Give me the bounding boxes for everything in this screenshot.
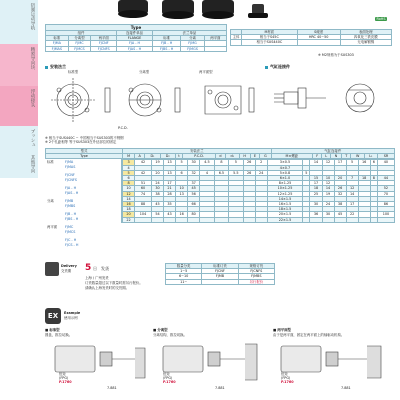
spec-cell: 5 — [176, 160, 188, 165]
example-label-d: 7.881 — [107, 386, 117, 390]
spec-type-code[interactable]: FJC - H — [65, 238, 77, 243]
delivery-label: Delivery — [61, 264, 77, 268]
material-cell: 相当于SUS440C — [242, 40, 298, 45]
spec-group-header: 型式 — [46, 149, 123, 154]
spec-col-header: N — [331, 154, 342, 159]
spec-type-code[interactable]: FJCNF — [65, 173, 75, 178]
spec-cell: 86 — [377, 202, 394, 207]
spec-col-header: M — [123, 154, 135, 159]
spec-cell: 56 — [188, 191, 200, 196]
spec-cell: 6 — [176, 170, 188, 175]
type-table-subheader: 分离型 — [68, 36, 91, 41]
example-badge — [45, 308, 61, 324]
type-code[interactable]: FJCNF — [91, 41, 117, 46]
spec-cell: 18 — [310, 186, 322, 191]
spec-cell: 17 — [346, 202, 358, 207]
example-label-a: 扭矩 — [163, 372, 170, 376]
spec-cell: 18 — [123, 207, 135, 212]
material-cell: 相当于S45C — [242, 35, 298, 40]
type-code[interactable]: FJB - H — [152, 41, 181, 46]
spec-cell — [358, 217, 370, 222]
spec-cell: 24 — [255, 170, 267, 175]
spec-cell: 30 — [310, 202, 322, 207]
product-photo-twoflat — [202, 0, 234, 19]
spec-cell: 4×0.7 — [267, 165, 303, 170]
qty-cell: FJMB — [202, 274, 238, 279]
spec-cell: 24 — [322, 202, 334, 207]
example-label-b: (FPG) — [281, 376, 291, 380]
type-code[interactable]: FJMAS — [46, 46, 69, 51]
example-badge-text: EX — [47, 312, 59, 320]
spec-cell: 15 — [310, 176, 322, 181]
spec-cell — [334, 217, 346, 222]
side-tab-label: 浮动接头 — [30, 89, 35, 107]
spec-cell: 35 — [164, 202, 176, 207]
type-table-title: Type — [46, 25, 227, 31]
example-title: Example — [64, 311, 81, 315]
section-flange-label: 安装法兰 — [50, 64, 66, 69]
spec-cell: 16×1.5 — [267, 202, 303, 207]
spec-cell: 12 — [123, 191, 135, 196]
spec-cell: 25 — [310, 191, 322, 196]
flange-note-1: ※ 2个孔距相等 等于SUS303在外径部位的固定 — [45, 140, 117, 144]
connector-drawing — [270, 70, 395, 125]
flange-twoflat-drawing — [205, 86, 241, 114]
example-label-c[interactable]: P.1760 — [163, 380, 176, 384]
spec-cell — [151, 217, 163, 222]
spec-cell: 28 — [164, 191, 176, 196]
qty-cell: 6~10 — [166, 274, 202, 279]
spec-cell — [188, 217, 200, 222]
spec-cell: 12×1.25 — [267, 191, 303, 196]
example-label-c[interactable]: P.1760 — [281, 380, 294, 384]
material-cell: 四氧化三铁皮膜 — [340, 35, 391, 40]
spec-cell — [229, 217, 243, 222]
spec-cell: 20 — [334, 176, 346, 181]
qty-table — [165, 263, 275, 285]
spec-cell: 43 — [164, 212, 176, 217]
spec-cell: 70 — [377, 191, 394, 196]
spec-cell: 80 — [188, 212, 200, 217]
spec-cell: 45 — [334, 212, 346, 217]
spec-cell: 30 — [322, 212, 334, 217]
spec-col-header: d — [216, 154, 226, 159]
qty-header: 标准订货 — [202, 264, 238, 269]
spec-type-group — [45, 185, 121, 198]
spec-cell: 42 — [135, 170, 152, 175]
section-connector — [265, 64, 290, 69]
spec-type-group — [45, 237, 121, 250]
spec-cell: 4.5 — [200, 160, 214, 165]
spec-col-header: D₁ — [145, 154, 160, 159]
spec-cell: 13 — [164, 170, 176, 175]
example-label-d: 7.881 — [341, 386, 351, 390]
spec-group-header: 安装法兰 — [123, 149, 272, 154]
spec-col-header: M×螺距 — [271, 154, 313, 159]
spec-cell: 5×0.8 — [267, 170, 303, 175]
spec-cell: 14×1.5 — [267, 196, 303, 201]
spec-col-header: E — [250, 154, 260, 159]
type-code[interactable]: FJMCS — [68, 46, 91, 51]
flange-drawings — [45, 70, 265, 142]
type-code[interactable]: FJMC — [68, 41, 91, 46]
side-tab-label: 精密导向块 — [30, 47, 35, 70]
spec-cell: 88 — [135, 202, 152, 207]
example-drawings — [45, 338, 400, 400]
product-photo-split — [162, 0, 194, 19]
type-code[interactable]: FJA - H — [117, 41, 153, 46]
spec-cell: 5 — [303, 170, 310, 175]
spec-cell: 13 — [176, 191, 188, 196]
spec-cell: 7 — [346, 176, 358, 181]
spec-cell: 10 — [123, 186, 135, 191]
spec-cell: 32 — [188, 170, 200, 175]
material-header: S硬度 — [297, 30, 340, 35]
spec-cell: 40 — [377, 160, 394, 165]
spec-type-column — [45, 159, 122, 248]
spec-cell — [310, 217, 322, 222]
spec-table-body — [45, 159, 395, 248]
example-label-a: 扭矩 — [281, 372, 288, 376]
flange-pcd-label: P.C.D. — [118, 126, 128, 130]
type-table-subheader: 分离 — [181, 36, 204, 41]
spec-col-header: L₁ — [364, 154, 377, 159]
spec-col-header: G — [260, 154, 271, 159]
spec-cell — [322, 217, 334, 222]
qty-header: 数量分类 — [166, 264, 202, 269]
spec-cell: 16 — [176, 212, 188, 217]
example-label-b: (FPG) — [163, 376, 173, 380]
spec-col-header: D₂ — [160, 154, 175, 159]
spec-col-header: H — [239, 154, 250, 159]
spec-cell — [370, 217, 377, 222]
example-drawing-twoflat — [281, 346, 381, 378]
spec-cell: 26 — [243, 160, 255, 165]
spec-cell: 18 — [358, 176, 370, 181]
spec-col-header: L — [322, 154, 331, 159]
example-item-desc: 分离结构，推拉切换。 — [153, 333, 187, 337]
example-item-desc: 由于是两平面，固定在两平面上的轴驱动机构。 — [273, 333, 345, 337]
spec-cell: 45 — [188, 186, 200, 191]
spec-type-code[interactable]: FJMBS — [65, 204, 76, 209]
spec-cell: 14 — [310, 160, 322, 165]
spec-cell: 6 — [123, 176, 135, 181]
type-table-subheader: 两平面 — [91, 36, 117, 41]
qty-cell: FJCNF — [202, 269, 238, 274]
side-tab-label: ブッシュ — [30, 129, 35, 147]
spec-cell — [303, 217, 310, 222]
product-photo-standard — [118, 0, 148, 18]
delivery-line-1: 订货数量超过以下数量时需另行报价。 — [85, 281, 143, 285]
delivery-line-0: 上海 / 广州发货 — [85, 276, 109, 280]
flange-note-0: ※ 相当于SUS440C ~ 中国相当于SUS303的不锈钢 — [45, 136, 124, 140]
spec-type-code[interactable]: FJBS - H — [65, 217, 79, 222]
spec-type-code[interactable]: FJMB — [65, 199, 74, 204]
spec-cell: 8×1.25 — [267, 181, 303, 186]
spec-type-code[interactable]: FJCNFS — [65, 178, 77, 183]
qty-header: 规格订货 — [238, 264, 274, 269]
rohs-badge: RoHS — [376, 17, 386, 21]
side-tab-label: 铝制运动导轨 — [30, 3, 35, 30]
spec-col-header: T — [342, 154, 351, 159]
spec-cell — [255, 217, 267, 222]
spec-cell: 66 — [188, 202, 200, 207]
spec-cell: 32 — [334, 191, 346, 196]
spec-col-header: P.C.D. — [183, 154, 216, 159]
spec-cell — [377, 217, 394, 222]
spec-cell: 2 — [255, 160, 267, 165]
spec-cell: 74 — [135, 191, 152, 196]
qty-cell: FJCNFS — [238, 269, 274, 274]
type-code[interactable]: FJMG — [181, 41, 204, 46]
spec-cell: 17 — [164, 181, 176, 186]
flange-split-drawing — [129, 84, 161, 116]
spec-cell: 54 — [151, 212, 163, 217]
spec-type-group-label: 两平面 — [47, 225, 58, 230]
example-section — [45, 308, 400, 400]
spec-type-group — [45, 224, 121, 237]
type-table-header: 连接件单品 — [117, 31, 153, 36]
spec-cell: 36 — [310, 212, 322, 217]
delivery-suffix: 发货 — [101, 266, 109, 271]
type-table-subheader: 标准 — [152, 36, 181, 41]
example-item-title: ■ 标准型 — [45, 328, 60, 332]
material-cell — [231, 40, 242, 45]
spec-type-label: Type — [46, 154, 123, 159]
spec-col-header: t — [175, 154, 182, 159]
spec-cell: 16 — [358, 160, 370, 165]
type-code[interactable]: FJBS - H — [152, 46, 181, 51]
spec-cell: 5.5 — [229, 170, 243, 175]
spec-type-group-label: 标准 — [47, 160, 54, 165]
spec-cell: 14 — [322, 186, 334, 191]
type-table — [45, 24, 227, 52]
spec-cell: 100 — [377, 212, 394, 217]
example-drawing-standard — [55, 346, 145, 378]
spec-cell: 5 — [229, 160, 243, 165]
flange-label-split: 分离型 — [139, 70, 150, 74]
spec-type-code[interactable]: FJMA — [65, 160, 74, 165]
flange-label-standard: 标准型 — [68, 70, 79, 74]
example-subtitle: 使用示例 — [64, 316, 78, 320]
spec-cell: 42 — [135, 160, 152, 165]
example-drawing-split — [163, 344, 257, 380]
spec-cell: 26 — [334, 186, 346, 191]
spec-cell: 22 — [346, 212, 358, 217]
example-item-title: ■ 两平面型 — [273, 328, 291, 332]
spec-cell: 22 — [123, 217, 135, 222]
example-label-c[interactable]: P.1760 — [59, 380, 72, 384]
spec-cell — [164, 217, 176, 222]
flange-standard-drawing — [51, 78, 95, 122]
material-header: 表面处理 — [340, 30, 391, 35]
type-code — [204, 46, 226, 51]
spec-type-group — [45, 211, 121, 224]
spec-cell: 5 — [123, 170, 135, 175]
spec-col-header: A — [135, 154, 145, 159]
spec-cell: 44 — [377, 176, 394, 181]
type-code[interactable]: FJAS - H — [117, 46, 153, 51]
spec-cell: 4 — [200, 170, 214, 175]
spec-cell: 6.5 — [214, 170, 228, 175]
side-tab-2[interactable] — [0, 86, 38, 127]
material-cell: HRC 40~50 — [297, 35, 340, 40]
type-table-subheader: 标准 — [46, 36, 69, 41]
spec-cell: 38 — [334, 202, 346, 207]
spec-cell: 30 — [188, 160, 200, 165]
spec-cell: 21 — [164, 186, 176, 191]
spec-cell: 22×1.5 — [267, 217, 303, 222]
qty-cell: FJMBS — [238, 274, 274, 279]
spec-cell: 24 — [151, 181, 163, 186]
spec-type-group-label: 分离 — [47, 199, 54, 204]
spec-col-header: F — [313, 154, 322, 159]
spec-cell — [135, 217, 152, 222]
spec-cell: 14 — [346, 191, 358, 196]
spec-cell: 3×0.5 — [267, 160, 303, 165]
spec-cell: 52 — [377, 186, 394, 191]
example-label-a: 扭矩 — [59, 372, 66, 376]
delivery-days: 5 — [85, 263, 92, 273]
spec-cell: 8 — [214, 160, 228, 165]
spec-cell: 60 — [135, 186, 152, 191]
material-cell: 主体 — [231, 35, 242, 40]
spec-cell: 8 — [123, 181, 135, 186]
spec-type-code[interactable]: FJMCS — [65, 230, 76, 235]
material-note: ※ M2规格为于SUS303 — [318, 53, 354, 57]
type-table-subheader: 两平面 — [204, 36, 226, 41]
spec-col-header: SR — [377, 154, 394, 159]
spec-col-header: d₁ — [225, 154, 239, 159]
qty-cell — [202, 279, 238, 284]
spec-cell: 8 — [370, 176, 377, 181]
spec-cell — [346, 217, 358, 222]
example-item-desc: 圆盘，推拉切换。 — [45, 333, 73, 337]
spec-group-header: 气缸连接件 — [271, 149, 395, 154]
spec-cell: 6 — [370, 160, 377, 165]
spec-cell: 6×1.0 — [267, 176, 303, 181]
type-code[interactable]: FJMA — [46, 41, 69, 46]
spec-cell: 45 — [151, 202, 163, 207]
spec-cell: 19 — [322, 191, 334, 196]
delivery-icon — [45, 262, 59, 276]
qty-cell: 另行报价 — [238, 279, 274, 284]
type-table-header: 组件 — [46, 31, 117, 36]
spec-type-code[interactable]: FJAS - H — [65, 191, 79, 196]
material-cell — [297, 40, 340, 45]
spec-cell: 13 — [164, 160, 176, 165]
product-photos — [110, 0, 340, 22]
spec-type-code[interactable]: FJB - H — [65, 212, 77, 217]
spec-cell: 3 — [123, 160, 135, 165]
spec-type-code[interactable]: FJA - H — [65, 186, 77, 191]
section-connector-label: 气缸连接件 — [270, 64, 290, 69]
side-tab-0[interactable] — [0, 0, 38, 45]
spec-cell: 10 — [322, 176, 334, 181]
spec-cell: 26 — [243, 170, 255, 175]
spec-cell: 104 — [135, 212, 152, 217]
type-table-subheader: FLANGE — [117, 36, 153, 41]
spec-type-group — [45, 198, 121, 211]
spec-cell: 14 — [123, 196, 135, 201]
spec-cell: 18×1.5 — [267, 207, 303, 212]
spec-type-code[interactable]: FJMC — [65, 225, 74, 230]
type-code[interactable]: FJCNFS — [91, 46, 117, 51]
delivery-line-2: 请确认上海发货时的交货期。 — [85, 286, 130, 290]
example-label-d: 7.881 — [215, 386, 225, 390]
spec-cell: 20×1.5 — [267, 212, 303, 217]
spec-type-code[interactable]: FJCS - H — [65, 243, 79, 248]
material-table — [230, 29, 392, 46]
spec-cell: 4 — [123, 165, 135, 170]
delivery-unit: 日 — [93, 266, 97, 271]
flange-label-twoflat: 两平面型 — [199, 70, 213, 74]
spec-cell: 17 — [334, 160, 346, 165]
spec-cell: 30 — [151, 186, 163, 191]
spec-cell: 12 — [322, 181, 334, 186]
type-table-header: 法兰单品 — [152, 31, 226, 36]
spec-col-header: W — [351, 154, 364, 159]
spec-cell — [200, 217, 214, 222]
material-cell: 无电解镀镍 — [340, 40, 391, 45]
spec-cell: 10×1.25 — [267, 186, 303, 191]
spec-table — [45, 148, 395, 248]
spec-cell: 38 — [151, 191, 163, 196]
delivery-sublabel: 交货期 — [61, 269, 72, 273]
qty-cell: 11~ — [166, 279, 202, 284]
spec-cell — [214, 217, 228, 222]
spec-cell: 17 — [310, 181, 322, 186]
side-tab-3[interactable] — [0, 126, 38, 153]
side-tab-1[interactable] — [0, 44, 38, 87]
spec-cell: 16 — [123, 202, 135, 207]
section-flange — [45, 64, 66, 69]
spec-cell: 51 — [135, 181, 152, 186]
spec-cell — [176, 217, 188, 222]
example-label-b: (FPG) — [59, 376, 69, 380]
spec-cell: 20 — [151, 170, 163, 175]
qty-cell: 1~5 — [166, 269, 202, 274]
spec-type-group — [45, 159, 121, 172]
spec-cell: 12 — [322, 160, 334, 165]
spec-cell: 37 — [188, 181, 200, 186]
spec-cell — [243, 217, 255, 222]
material-header: M材质 — [242, 30, 298, 35]
spec-cell: 5 — [346, 160, 358, 165]
type-code[interactable]: FJMGS — [181, 46, 204, 51]
spec-cell: 12 — [346, 186, 358, 191]
side-tab-label: 其他导向 — [30, 155, 35, 173]
spec-type-list — [45, 159, 121, 250]
spec-type-group — [45, 172, 121, 185]
spec-cell: 20 — [123, 212, 135, 217]
spec-type-code[interactable]: FJMAS — [65, 165, 76, 170]
product-photo-connector — [248, 4, 268, 18]
side-tab-4[interactable] — [0, 152, 38, 179]
spec-cell: 19 — [151, 160, 163, 165]
spec-cell: 10 — [176, 186, 188, 191]
example-item-title: ■ 分离型 — [153, 328, 168, 332]
